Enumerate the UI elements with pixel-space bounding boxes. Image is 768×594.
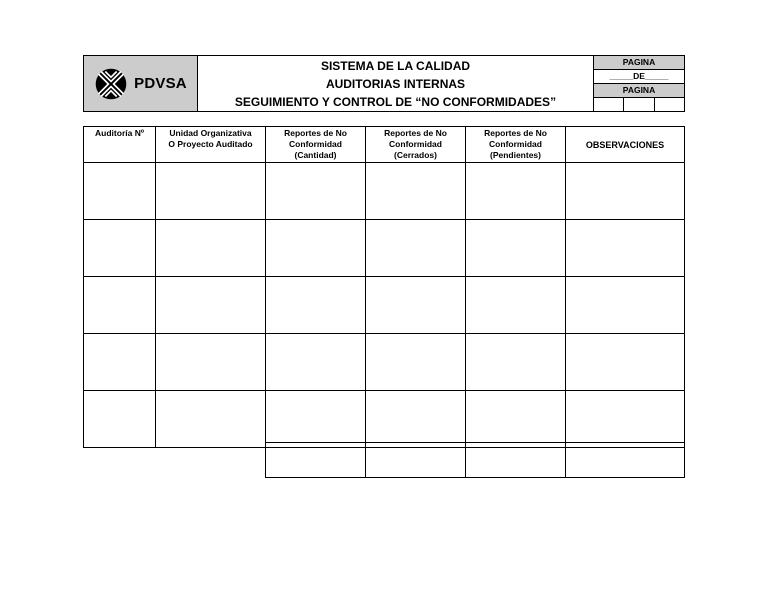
totals-row-table	[265, 442, 685, 478]
page-number-block	[594, 56, 684, 111]
column-header-line: (Cerrados)	[394, 150, 437, 160]
column-header-reports-quantity	[266, 127, 366, 163]
document-header	[83, 55, 685, 112]
table-row	[84, 220, 685, 277]
cell-audit-number[interactable]	[84, 277, 156, 334]
cell-reports-quantity[interactable]	[266, 277, 366, 334]
cell-reports-quantity[interactable]	[266, 163, 366, 220]
column-header-line: Auditoría Nº	[95, 128, 144, 138]
cell-org-unit[interactable]	[156, 277, 266, 334]
cell-observations[interactable]	[566, 277, 685, 334]
page-box[interactable]	[594, 98, 624, 111]
cell-reports-pending[interactable]	[466, 334, 566, 391]
company-logo	[84, 56, 198, 111]
cell-observations[interactable]	[566, 163, 685, 220]
column-header-line: (Pendientes)	[489, 150, 541, 160]
cell-org-unit[interactable]	[156, 163, 266, 220]
total-observaciones-cell[interactable]	[566, 443, 685, 478]
column-header-reports-closed	[366, 127, 466, 163]
cell-reports-pending[interactable]	[466, 277, 566, 334]
column-header-reports-pending	[466, 127, 566, 163]
page-box[interactable]	[624, 98, 654, 111]
page-label-top: PAGINA	[594, 56, 684, 70]
table-row	[84, 163, 685, 220]
cell-reports-closed[interactable]	[366, 220, 466, 277]
table-row	[84, 277, 685, 334]
page-label-bottom: PAGINA	[594, 84, 684, 98]
column-header-line: Reportes de No	[484, 128, 547, 138]
column-header-line: Reportes de No	[384, 128, 447, 138]
page-box[interactable]	[655, 98, 684, 111]
cell-reports-closed[interactable]	[366, 391, 466, 448]
cell-audit-number[interactable]	[84, 391, 156, 448]
cell-reports-pending[interactable]	[466, 391, 566, 448]
cell-reports-quantity[interactable]	[266, 220, 366, 277]
column-header-line: OBSERVACIONES	[585, 139, 665, 150]
table-row	[84, 391, 685, 448]
cell-reports-closed[interactable]	[366, 334, 466, 391]
title-line-1: SISTEMA DE LA CALIDAD	[320, 58, 471, 73]
column-header-line: O Proyecto Auditado	[168, 139, 253, 149]
title-block	[198, 56, 594, 111]
cell-audit-number[interactable]	[84, 220, 156, 277]
cell-observations[interactable]	[566, 391, 685, 448]
column-header-observations	[566, 127, 685, 163]
cell-audit-number[interactable]	[84, 163, 156, 220]
cell-observations[interactable]	[566, 334, 685, 391]
column-header-org-unit	[156, 127, 266, 163]
cell-observations[interactable]	[566, 220, 685, 277]
nonconformity-table	[83, 126, 685, 448]
total-cerrados-cell[interactable]	[366, 443, 466, 478]
cell-reports-quantity[interactable]	[266, 334, 366, 391]
column-header-line: Unidad Organizativa	[169, 128, 252, 138]
total-cantidad-cell[interactable]	[266, 443, 366, 478]
column-header-line: Conformidad	[489, 139, 542, 149]
title-line-3: SEGUIMIENTO Y CONTROL DE “NO CONFORMIDADES”	[234, 94, 557, 109]
total-pendientes-cell[interactable]	[466, 443, 566, 478]
cell-audit-number[interactable]	[84, 334, 156, 391]
column-header-line: (Cantidad)	[294, 150, 337, 160]
cell-reports-pending[interactable]	[466, 220, 566, 277]
cell-org-unit[interactable]	[156, 334, 266, 391]
column-header-line: Reportes de No	[284, 128, 347, 138]
cell-reports-quantity[interactable]	[266, 391, 366, 448]
column-header-line: Conformidad	[289, 139, 342, 149]
cell-org-unit[interactable]	[156, 220, 266, 277]
table-row	[84, 334, 685, 391]
totals-row	[266, 443, 685, 478]
cell-reports-closed[interactable]	[366, 277, 466, 334]
column-header-audit-number	[84, 127, 156, 163]
pdvsa-logo-icon	[94, 67, 128, 101]
cell-reports-pending[interactable]	[466, 163, 566, 220]
cell-reports-closed[interactable]	[366, 163, 466, 220]
column-header-line: Conformidad	[389, 139, 442, 149]
page-boxes	[594, 98, 684, 111]
page-of-field: _____DE_____	[594, 70, 684, 84]
title-line-2: AUDITORIAS INTERNAS	[325, 76, 466, 91]
table-header-row	[84, 127, 685, 163]
logo-text: PDVSA	[134, 75, 187, 92]
cell-org-unit[interactable]	[156, 391, 266, 448]
